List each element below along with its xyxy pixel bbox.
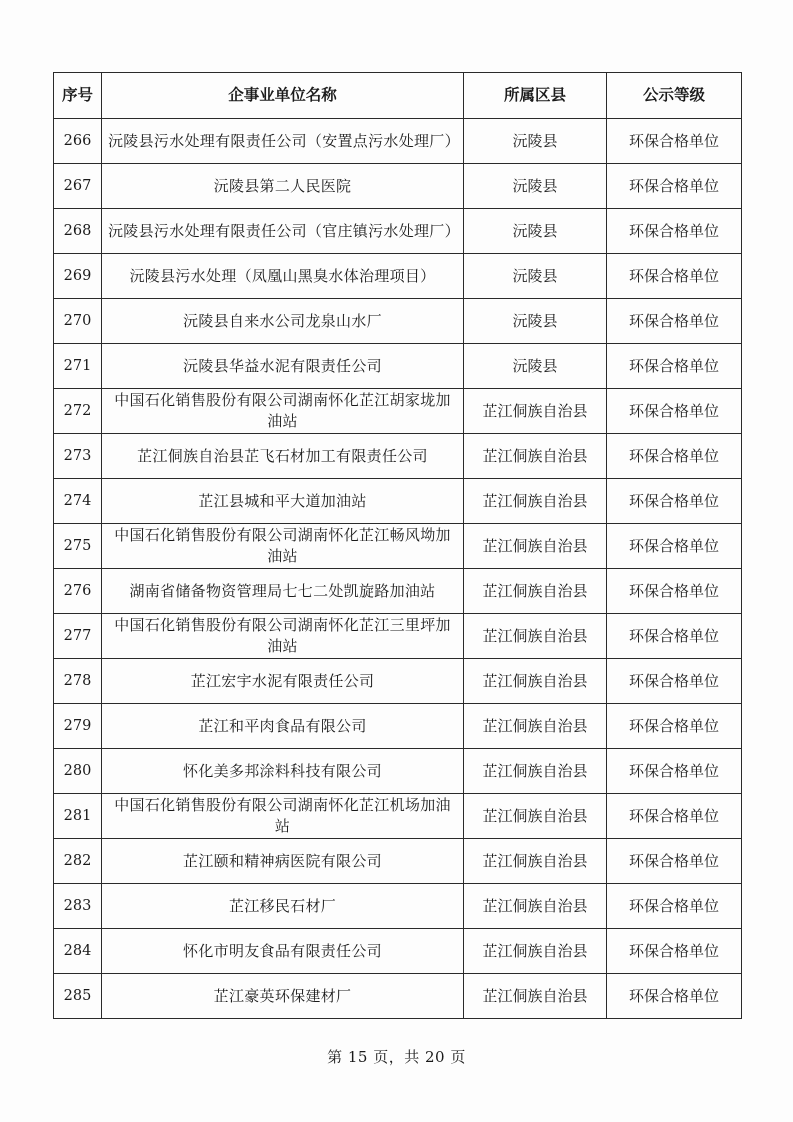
row-level: 环保合格单位 bbox=[607, 524, 742, 569]
row-level: 环保合格单位 bbox=[607, 434, 742, 479]
row-serial-number: 278 bbox=[54, 659, 102, 704]
table-row bbox=[54, 794, 742, 839]
row-county: 芷江侗族自治县 bbox=[464, 839, 607, 884]
row-unit-name: 芷江侗族自治县芷飞石材加工有限责任公司 bbox=[102, 434, 464, 479]
row-serial-number: 282 bbox=[54, 839, 102, 884]
header-level: 公示等级 bbox=[607, 73, 742, 119]
row-unit-name: 芷江颐和精神病医院有限公司 bbox=[102, 839, 464, 884]
row-county: 沅陵县 bbox=[464, 299, 607, 344]
table-body bbox=[54, 119, 742, 1019]
row-county: 芷江侗族自治县 bbox=[464, 659, 607, 704]
row-serial-number: 285 bbox=[54, 974, 102, 1019]
table-row bbox=[54, 254, 742, 299]
records-table bbox=[53, 72, 742, 1019]
row-county: 沅陵县 bbox=[464, 164, 607, 209]
row-county: 芷江侗族自治县 bbox=[464, 389, 607, 434]
row-level: 环保合格单位 bbox=[607, 929, 742, 974]
row-level: 环保合格单位 bbox=[607, 974, 742, 1019]
row-unit-name: 沅陵县华益水泥有限责任公司 bbox=[102, 344, 464, 389]
table-row bbox=[54, 434, 742, 479]
table-row bbox=[54, 659, 742, 704]
table-row bbox=[54, 839, 742, 884]
row-county: 沅陵县 bbox=[464, 209, 607, 254]
row-county: 芷江侗族自治县 bbox=[464, 884, 607, 929]
row-level: 环保合格单位 bbox=[607, 614, 742, 659]
row-county: 沅陵县 bbox=[464, 119, 607, 164]
row-county: 芷江侗族自治县 bbox=[464, 614, 607, 659]
row-level: 环保合格单位 bbox=[607, 569, 742, 614]
row-level: 环保合格单位 bbox=[607, 839, 742, 884]
row-unit-name: 沅陵县自来水公司龙泉山水厂 bbox=[102, 299, 464, 344]
row-unit-name: 芷江宏宇水泥有限责任公司 bbox=[102, 659, 464, 704]
row-level: 环保合格单位 bbox=[607, 209, 742, 254]
row-serial-number: 283 bbox=[54, 884, 102, 929]
row-unit-name: 沅陵县污水处理（凤凰山黑臭水体治理项目） bbox=[102, 254, 464, 299]
row-level: 环保合格单位 bbox=[607, 389, 742, 434]
row-level: 环保合格单位 bbox=[607, 119, 742, 164]
table-row bbox=[54, 299, 742, 344]
row-unit-name: 怀化美多邦涂料科技有限公司 bbox=[102, 749, 464, 794]
row-serial-number: 269 bbox=[54, 254, 102, 299]
row-county: 芷江侗族自治县 bbox=[464, 569, 607, 614]
row-county: 芷江侗族自治县 bbox=[464, 704, 607, 749]
row-county: 芷江侗族自治县 bbox=[464, 749, 607, 794]
table-header-row bbox=[54, 73, 742, 119]
row-county: 芷江侗族自治县 bbox=[464, 929, 607, 974]
row-unit-name: 芷江移民石材厂 bbox=[102, 884, 464, 929]
table-row bbox=[54, 974, 742, 1019]
table-row bbox=[54, 524, 742, 569]
row-county: 芷江侗族自治县 bbox=[464, 434, 607, 479]
row-level: 环保合格单位 bbox=[607, 884, 742, 929]
row-level: 环保合格单位 bbox=[607, 344, 742, 389]
row-serial-number: 281 bbox=[54, 794, 102, 839]
row-level: 环保合格单位 bbox=[607, 479, 742, 524]
row-level: 环保合格单位 bbox=[607, 164, 742, 209]
row-unit-name: 湖南省储备物资管理局七七二处凯旋路加油站 bbox=[102, 569, 464, 614]
row-serial-number: 277 bbox=[54, 614, 102, 659]
row-unit-name: 沅陵县第二人民医院 bbox=[102, 164, 464, 209]
table-row bbox=[54, 119, 742, 164]
row-serial-number: 272 bbox=[54, 389, 102, 434]
row-county: 沅陵县 bbox=[464, 254, 607, 299]
row-serial-number: 270 bbox=[54, 299, 102, 344]
header-serial-number: 序号 bbox=[54, 73, 102, 119]
row-unit-name: 芷江县城和平大道加油站 bbox=[102, 479, 464, 524]
row-county: 沅陵县 bbox=[464, 344, 607, 389]
row-level: 环保合格单位 bbox=[607, 794, 742, 839]
row-level: 环保合格单位 bbox=[607, 299, 742, 344]
row-serial-number: 271 bbox=[54, 344, 102, 389]
row-unit-name: 芷江和平肉食品有限公司 bbox=[102, 704, 464, 749]
row-unit-name: 中国石化销售股份有限公司湖南怀化芷江畅风坳加油站 bbox=[102, 524, 464, 569]
table-row bbox=[54, 479, 742, 524]
header-unit-name: 企事业单位名称 bbox=[102, 73, 464, 119]
row-level: 环保合格单位 bbox=[607, 659, 742, 704]
table-row bbox=[54, 614, 742, 659]
row-unit-name: 沅陵县污水处理有限责任公司（官庄镇污水处理厂） bbox=[102, 209, 464, 254]
row-serial-number: 276 bbox=[54, 569, 102, 614]
page-number-footer: 第 15 页，共 20 页 bbox=[327, 1048, 466, 1066]
table-row bbox=[54, 929, 742, 974]
table-row bbox=[54, 749, 742, 794]
row-county: 芷江侗族自治县 bbox=[464, 524, 607, 569]
row-serial-number: 267 bbox=[54, 164, 102, 209]
row-serial-number: 268 bbox=[54, 209, 102, 254]
header-county: 所属区县 bbox=[464, 73, 607, 119]
table-row bbox=[54, 704, 742, 749]
row-level: 环保合格单位 bbox=[607, 254, 742, 299]
table-row bbox=[54, 569, 742, 614]
row-serial-number: 284 bbox=[54, 929, 102, 974]
row-unit-name: 芷江豪英环保建材厂 bbox=[102, 974, 464, 1019]
row-serial-number: 274 bbox=[54, 479, 102, 524]
row-county: 芷江侗族自治县 bbox=[464, 974, 607, 1019]
row-serial-number: 273 bbox=[54, 434, 102, 479]
row-unit-name: 中国石化销售股份有限公司湖南怀化芷江胡家垅加油站 bbox=[102, 389, 464, 434]
row-serial-number: 279 bbox=[54, 704, 102, 749]
row-county: 芷江侗族自治县 bbox=[464, 794, 607, 839]
row-unit-name: 中国石化销售股份有限公司湖南怀化芷江三里坪加油站 bbox=[102, 614, 464, 659]
table-row bbox=[54, 209, 742, 254]
row-serial-number: 266 bbox=[54, 119, 102, 164]
row-level: 环保合格单位 bbox=[607, 704, 742, 749]
table-row bbox=[54, 389, 742, 434]
row-unit-name: 中国石化销售股份有限公司湖南怀化芷江机场加油站 bbox=[102, 794, 464, 839]
row-unit-name: 怀化市明友食品有限责任公司 bbox=[102, 929, 464, 974]
table-row bbox=[54, 884, 742, 929]
row-unit-name: 沅陵县污水处理有限责任公司（安置点污水处理厂） bbox=[102, 119, 464, 164]
table-row bbox=[54, 344, 742, 389]
table-row bbox=[54, 164, 742, 209]
row-level: 环保合格单位 bbox=[607, 749, 742, 794]
row-serial-number: 280 bbox=[54, 749, 102, 794]
row-county: 芷江侗族自治县 bbox=[464, 479, 607, 524]
row-serial-number: 275 bbox=[54, 524, 102, 569]
